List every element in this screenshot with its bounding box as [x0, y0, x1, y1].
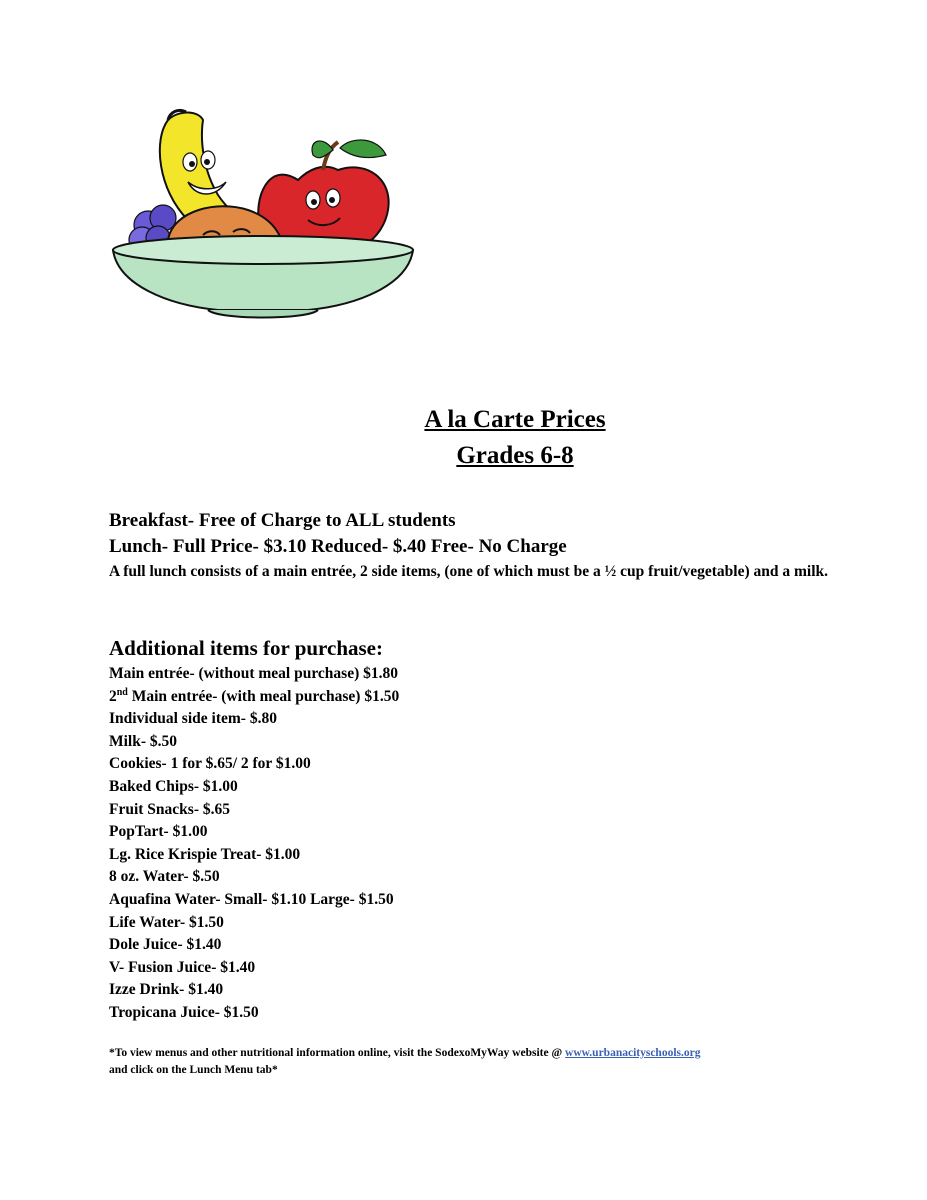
list-item: Aquafina Water- Small- $1.10 Large- $1.50	[109, 890, 394, 908]
list-item: PopTart- $1.00	[109, 823, 208, 841]
title-block	[400, 402, 630, 474]
lunch-price-line: Lunch- Full Price- $3.10 Reduced- $.40 Free- No Charge	[109, 536, 567, 557]
fruit-bowl-clipart	[108, 100, 418, 330]
footer-note	[109, 1045, 849, 1079]
list-item: Lg. Rice Krispie Treat- $1.00	[109, 845, 301, 863]
list-item: Fruit Snacks- $.65	[109, 800, 230, 818]
list-item: 8 oz. Water- $.50	[109, 868, 220, 886]
full-lunch-note: A full lunch consists of a main entrée, 2 side items, (one of which must be a ½ cup fruit/vegetable) and a milk.	[109, 563, 829, 580]
page-subtitle: Grades 6-8	[456, 442, 574, 469]
price-list	[109, 663, 829, 1025]
list-item: Main entrée- (without meal purchase) $1.80	[109, 665, 399, 682]
list-item: Tropicana Juice- $1.50	[109, 1003, 259, 1021]
list-item: Dole Juice- $1.40	[109, 936, 222, 954]
list-item: Izze Drink- $1.40	[109, 981, 224, 999]
list-item: Life Water- $1.50	[109, 913, 224, 931]
breakfast-line: Breakfast- Free of Charge to ALL students	[109, 510, 456, 531]
ordinal-number: 2	[109, 687, 117, 705]
list-item: Cookies- 1 for $.65/ 2 for $1.00	[109, 755, 311, 773]
list-item	[109, 686, 829, 709]
list-item-text: Main entrée- (with meal purchase) $1.50	[131, 687, 400, 705]
additional-items-section	[109, 634, 829, 1025]
ordinal-suffix: nd	[116, 686, 128, 698]
bowl-icon	[113, 236, 413, 318]
footer-note-text: *To view menus and other nutritional information online, visit the SodexoMyWay website @	[109, 1047, 566, 1059]
page-title: A la Carte Prices	[424, 406, 606, 433]
list-item: Baked Chips- $1.00	[109, 777, 238, 795]
list-item: Milk- $.50	[109, 732, 178, 750]
website-link[interactable]: www.urbanacityschools.org	[565, 1047, 701, 1059]
footer-note-text-2: and click on the Lunch Menu tab*	[109, 1064, 278, 1076]
list-item: Individual side item- $.80	[109, 710, 277, 728]
intro-section	[109, 508, 829, 583]
additional-heading: Additional items for purchase:	[109, 636, 383, 660]
list-item: V- Fusion Juice- $1.40	[109, 958, 256, 976]
